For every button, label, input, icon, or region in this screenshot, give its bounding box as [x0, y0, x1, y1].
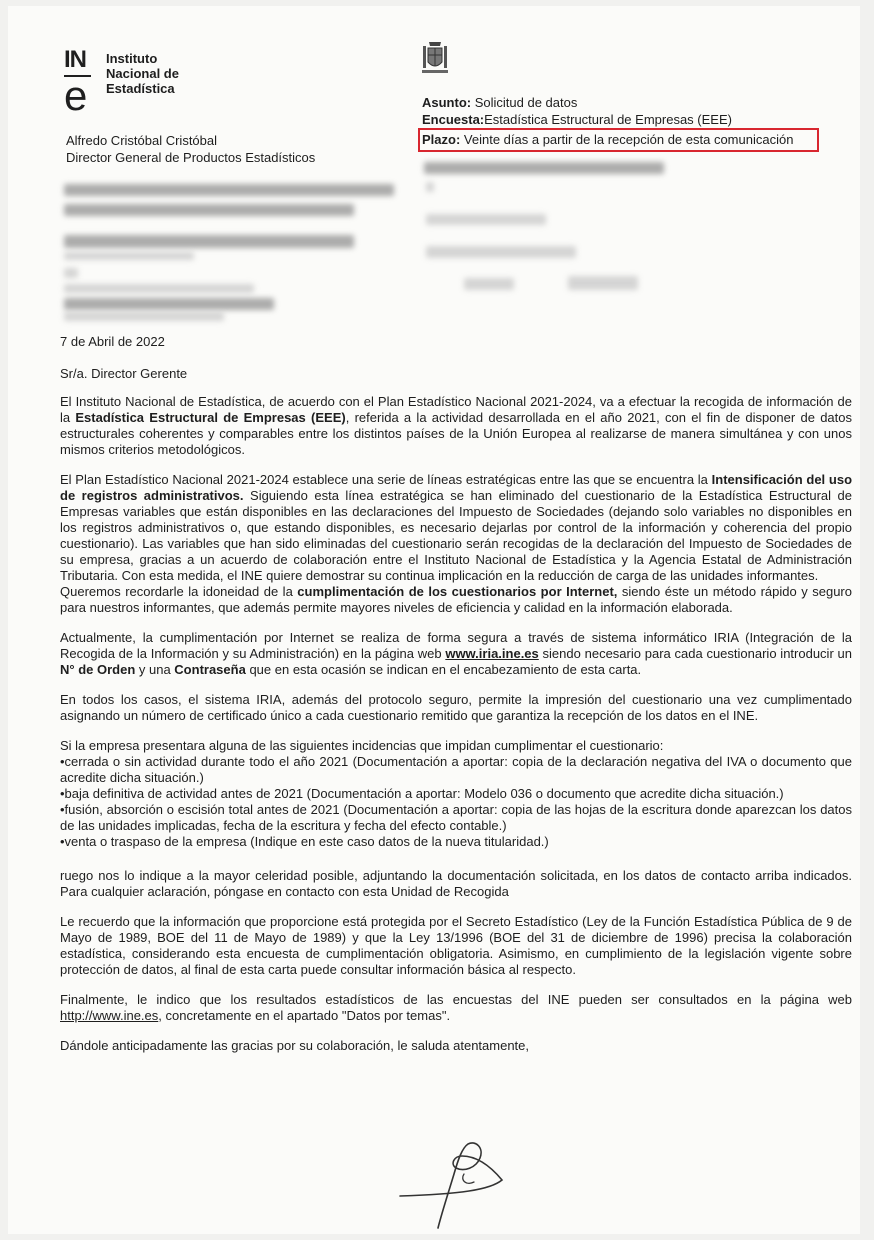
p3-bold: cumplimentación de los cuestionarios por Internet, [297, 584, 618, 599]
ine-logo [64, 46, 204, 118]
paragraph-3 [60, 584, 852, 616]
redacted-block [568, 276, 638, 290]
sender-role: Director General de Productos Estadísticos [66, 150, 316, 165]
paragraph-5: En todos los casos, el sistema IRIA, además del protocolo seguro, permite la impresión del cuestionario una vez cumplimentado asignando un número de certificado único a cada cuestionario remitido que garantiza la recepción de los datos en el INE. [60, 692, 852, 723]
p4-text-b: siendo necesario para cada cuestionario introducir un [538, 646, 852, 661]
incidence-item: •baja definitiva de actividad antes de 2021 (Documentación a aportar: Modelo 036 o documento que acredite dicha situación.) [60, 786, 784, 801]
encuesta-line [422, 111, 819, 128]
paragraph-9 [60, 992, 852, 1024]
ine-website-link[interactable]: http://www.ine.es [60, 1008, 159, 1023]
p2-text-c: Siguiendo esta línea estratégica se han eliminado del cuestionario de la Estadística Estructural de Empresas variables que están disponibles en las declaraciones del Impuesto de Sociedades (dejando solo variables no disponibles en los registros administrativos o, que estando disponibles, es necesario dejarlas por control de la información y coherencia del propio cuestionario). Las variables que han sido eliminadas del cuestionario serán recogidas de la declaración del Impuesto de Sociedades de su empresa, gracias a un acuerdo de colaboración entre el Instituto Nacional de Estadística y la Agencia Estatal de Administración Tributaria. Con esta medida, el INE quiere demostrar su continua implicación en la reducción de carga de las unidades informantes. [60, 488, 852, 583]
p4-text-f: que en esta ocasión se indican en el encabezamiento de esta carta. [245, 662, 642, 677]
paragraph-7: ruego nos lo indique a la mayor celeridad posible, adjuntando la documentación solicitada, en los datos de contacto arriba indicados. Para cualquier aclaración, póngase en contacto con esta Unidad de Recogida [60, 868, 852, 899]
logo-name-line2: Nacional de [106, 66, 179, 81]
redacted-block [64, 235, 354, 248]
redacted-block [64, 184, 394, 196]
plazo-label: Plazo: [422, 132, 461, 147]
p2-text-a: El Plan Estadístico Nacional 2021-2024 establece una serie de líneas estratégicas entre las que se encuentra la [60, 472, 712, 487]
letter-page [8, 6, 860, 1234]
encuesta-value: Estadística Estructural de Empresas (EEE) [484, 112, 732, 127]
ine-logo-name [106, 51, 226, 96]
redacted-block [426, 214, 546, 225]
p6-intro: Si la empresa presentara alguna de las siguientes incidencias que impidan cumplimentar el cuestionario: [60, 738, 664, 753]
letter-date: 7 de Abril de 2022 [60, 334, 165, 349]
letter-body [60, 394, 852, 1068]
incidence-item: •fusión, absorción o escisión total antes de 2021 (Documentación a aportar: copia de las hojas de la escritura donde aparezcan los datos de las unidades implicadas, fecha de la escritura y fecha del efecto contable.) [60, 802, 852, 833]
paragraph-1 [60, 394, 852, 458]
encuesta-label: Encuesta: [422, 112, 485, 127]
redacted-block [424, 162, 664, 174]
asunto-line [422, 94, 819, 111]
redacted-block [426, 246, 576, 258]
p3-text-a: Queremos recordarle la idoneidad de la [60, 584, 298, 599]
redacted-block [64, 298, 274, 310]
p1-text-a: El Instituto Nacional de Estadística, de acuerdo con el Plan Estadístico Nacional 2021-2024, va a efectuar la recogida de información de la [60, 394, 852, 425]
paragraph-6 [60, 738, 852, 850]
redacted-block [426, 182, 434, 192]
iria-link[interactable]: www.iria.ine.es [445, 646, 539, 661]
redacted-block [464, 278, 514, 290]
redacted-block [64, 204, 354, 216]
p4-text-d: y una [135, 662, 175, 677]
p1-bold: Estadística Estructural de Empresas (EEE) [75, 410, 346, 425]
asunto-label: Asunto: [422, 95, 472, 110]
plazo-highlight-box [418, 128, 819, 152]
p2-bold: Intensificación del uso de registros administrativos. [60, 472, 853, 503]
paragraph-4 [60, 630, 852, 678]
subject-block [422, 94, 819, 152]
spacer [60, 850, 852, 868]
paragraph-10: Dándole anticipadamente las gracias por su colaboración, le saluda atentamente, [60, 1038, 530, 1053]
redacted-block [64, 268, 78, 278]
p9-text-b: , concretamente en el apartado "Datos por temas". [158, 1008, 451, 1023]
asunto-value: Solicitud de datos [471, 95, 578, 110]
redacted-block [64, 284, 254, 293]
redacted-block [64, 312, 224, 321]
coat-of-arms-icon [420, 40, 450, 76]
ine-logo-mark [64, 46, 98, 119]
p4-text-a: Actualmente, la cumplimentación por Internet se realiza de forma segura a través de sistema informático IRIA (Integración de la Recogida de la Información y su Administración) en la página web [60, 630, 852, 661]
incidence-item: •venta o traspaso de la empresa (Indique en este caso datos de la nueva titularidad.) [60, 834, 549, 849]
logo-mark-e: e [64, 72, 88, 119]
p4-bold-password: Contraseña [174, 662, 246, 677]
redacted-block [64, 252, 194, 260]
logo-mark-in: IN [64, 46, 86, 73]
p9-text-a: Finalmente, le indico que los resultados estadísticos de las encuestas del INE pueden ser consultados en la página web [60, 992, 852, 1007]
p4-bold-order: N° de Orden [60, 662, 136, 677]
paragraph-8: Le recuerdo que la información que proporcione está protegida por el Secreto Estadístico (Ley de la Función Estadística Pública de 9 de Mayo de 1989, BOE del 11 de Mayo de 1989) y que la Ley 13/1996 (BOE del 31 de diciembre de 1996) precisa la colaboración estadística, considerando esta encuesta de cumplimentación obligatoria. Asimismo, en cumplimiento de la legislación vigente sobre protección de datos, al final de esta carta puede consultar información básica al respecto. [60, 914, 852, 977]
incidence-item: •cerrada o sin actividad durante todo el año 2021 (Documentación a aportar: copia de la declaración negativa del IVA o documento que acredite dicha situación.) [60, 754, 852, 785]
p1-text-c: , referida a la actividad desarrollada en el año 2021, con el fin de disponer de datos estructurales coherentes y comparables entre los distintos países de la Unión Europea al realizarse de manera simultánea y con unos mismos criterios metodológicos. [60, 410, 853, 457]
handwritten-signature [380, 1134, 520, 1230]
sender-name: Alfredo Cristóbal Cristóbal [66, 133, 218, 148]
logo-name-line1: Instituto [106, 51, 158, 66]
paragraph-2 [60, 472, 852, 584]
salutation: Sr/a. Director Gerente [60, 366, 188, 381]
logo-name-line3: Estadística [106, 81, 175, 96]
p3-text-c: siendo éste un método rápido y seguro para nuestros informantes, que además permite mayores niveles de eficiencia y calidad en la información elaborada. [60, 584, 852, 615]
plazo-value: Veinte días a partir de la recepción de esta comunicación [460, 132, 794, 147]
sender-block [66, 132, 315, 166]
